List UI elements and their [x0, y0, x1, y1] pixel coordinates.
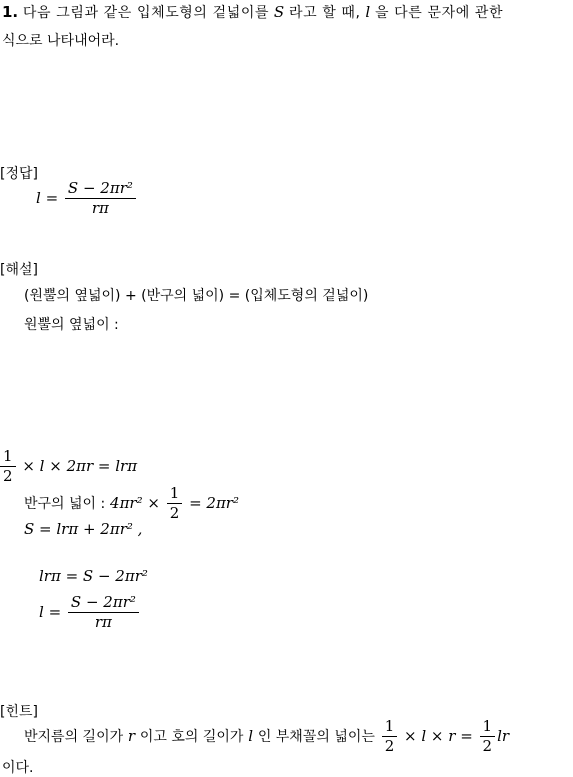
hemisphere-result: = 2πr²: [189, 493, 239, 512]
hint-frac2-num: 1: [480, 718, 496, 737]
hemisphere-fraction: [167, 485, 183, 523]
explanation-label: [해설]: [0, 262, 38, 278]
solve2-fraction: [68, 594, 139, 632]
hint-line-2: 이다.: [2, 760, 34, 776]
hint-mid: × l × r =: [404, 726, 473, 745]
lateral-frac-den: 2: [3, 467, 13, 486]
answer-lhs: l =: [36, 188, 59, 207]
hint-fraction-1: [382, 718, 398, 756]
answer-label: [정답]: [0, 166, 38, 182]
answer-formula: [36, 180, 138, 218]
question-text-1: 다음 그림과 같은 입체도형의 겉넓이를: [22, 5, 270, 21]
hint-text-2: 이고 호의 길이가: [139, 728, 244, 745]
solve-step-2: [39, 594, 141, 632]
answer-fraction: [65, 180, 136, 218]
explanation-equation-1: (원뿔의 옆넓이) + (반구의 넓이) = (입체도형의 겉넓이): [24, 288, 369, 304]
question-var-s: S: [273, 3, 285, 21]
hemisphere-label: 반구의 넓이 :: [24, 495, 106, 512]
hemisphere-formula: [24, 485, 239, 523]
total-formula: S = lrπ + 2πr² ,: [24, 520, 143, 538]
solve2-lhs: l =: [39, 602, 62, 621]
question-line-2: 식으로 나타내어라.: [2, 33, 120, 49]
hint-text-3: 인 부채꼴의 넓이는: [257, 728, 375, 745]
lateral-frac-num: 1: [0, 448, 16, 467]
question-line-1: [2, 2, 503, 22]
hint-frac1-num: 1: [382, 718, 398, 737]
hint-var-l: l: [248, 726, 254, 745]
hint-fraction-2: [480, 718, 496, 756]
hint-frac2-den: 2: [482, 737, 493, 756]
question-number: 1.: [2, 3, 19, 21]
lateral-fraction: [0, 448, 16, 486]
hint-var-r: r: [127, 726, 136, 745]
hint-label: [힌트]: [0, 704, 38, 720]
hint-line-1: [24, 718, 509, 756]
hemisphere-frac-den: 2: [169, 504, 180, 523]
question-var-l: l: [365, 3, 371, 21]
explanation-line-2: 원뿔의 옆넓이 :: [24, 317, 119, 333]
answer-numerator: S − 2πr²: [65, 180, 136, 199]
answer-denominator: rπ: [91, 199, 109, 218]
question-text-3: 을 다른 문자에 관한: [374, 5, 504, 21]
hint-text-1: 반지름의 길이가: [24, 728, 124, 745]
lateral-rest: × l × 2πr = lrπ: [22, 456, 138, 475]
hint-end: lr: [497, 726, 510, 745]
hemisphere-expr: 4πr² ×: [110, 493, 160, 512]
solve2-numerator: S − 2πr²: [68, 594, 139, 613]
lateral-area-formula: [0, 448, 137, 486]
hint-frac1-den: 2: [384, 737, 395, 756]
question-text-2: 라고 할 때,: [288, 5, 361, 21]
solve2-denominator: rπ: [94, 613, 112, 632]
solve-step-1: lrπ = S − 2πr²: [39, 567, 148, 585]
hemisphere-frac-num: 1: [167, 485, 183, 504]
